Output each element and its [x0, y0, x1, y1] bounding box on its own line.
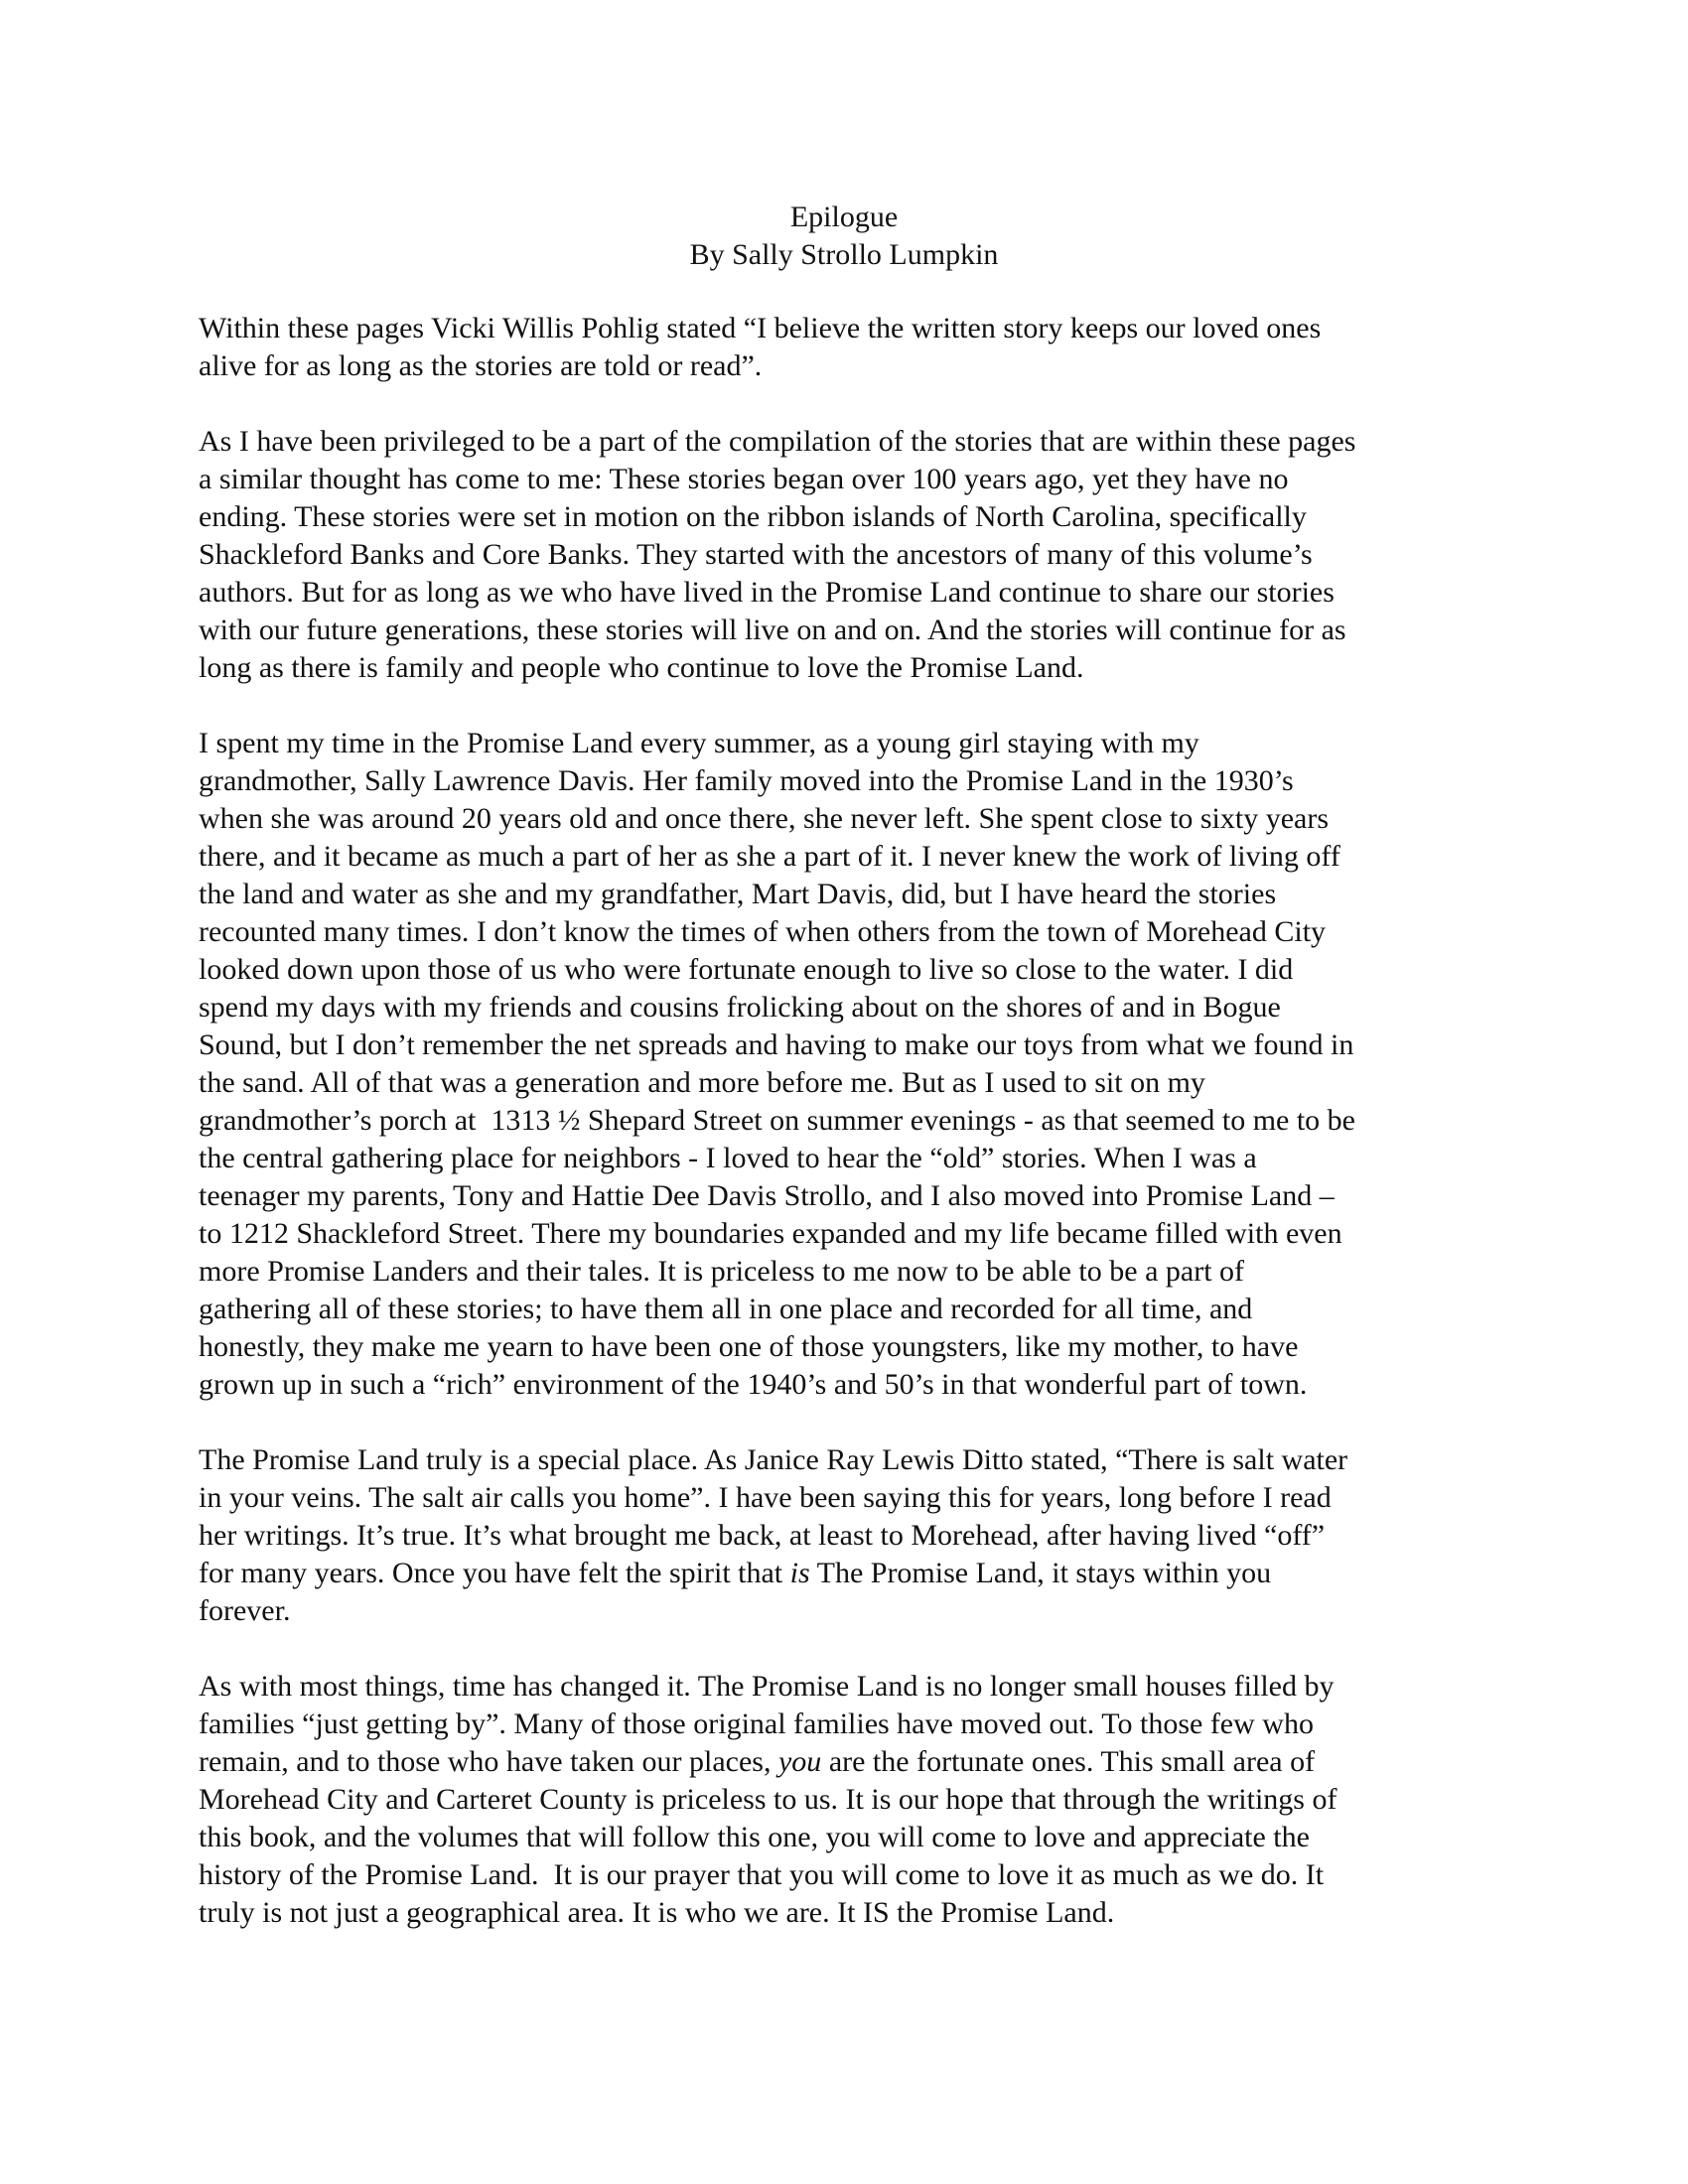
- line-text: alive for as long as the stories are told or read”.: [199, 349, 763, 382]
- title-block: [0, 199, 1688, 274]
- paragraph-line: [199, 1706, 1499, 1743]
- paragraph-line: [199, 1479, 1499, 1517]
- line-text: spend my days with my friends and cousins frolicking about on the shores of and in Bogue: [199, 991, 1281, 1024]
- emphasis-text: you: [777, 1745, 822, 1778]
- paragraph-line: [199, 1668, 1499, 1706]
- paragraph-line: [199, 612, 1499, 649]
- line-text: remain, and to those who have taken our places,: [199, 1745, 778, 1778]
- paragraph-line: [199, 310, 1499, 347]
- paragraph-line: [199, 1781, 1499, 1819]
- document-title: Epilogue: [789, 201, 899, 233]
- paragraph-line: [199, 913, 1499, 951]
- line-text: when she was around 20 years old and once there, she never left. She spent close to sixty years: [199, 802, 1329, 835]
- line-text: recounted many times. I don’t know the times of when others from the town of Morehead City: [199, 915, 1327, 948]
- paragraph-line: [199, 800, 1499, 838]
- line-text: Morehead City and Carteret County is priceless to us. It is our hope that through the writings of: [199, 1783, 1337, 1816]
- paragraph-line: [199, 1555, 1499, 1592]
- paragraph-line: [199, 1743, 1499, 1781]
- line-text: this book, and the volumes that will follow this one, you will come to love and appreciate the: [199, 1821, 1310, 1853]
- line-text: honestly, they make me yearn to have been one of those youngsters, like my mother, to have: [199, 1330, 1299, 1363]
- document-body: [199, 310, 1499, 1970]
- line-text: history of the Promise Land. It is our prayer that you will come to love it as much as we do. It: [199, 1858, 1325, 1891]
- paragraph-line: [199, 1140, 1499, 1177]
- line-text: a similar thought has come to me: These stories began over 100 years ago, yet they have no: [199, 463, 1289, 495]
- line-text: Within these pages Vicki Willis Pohlig stated “I believe the written story keeps our loved ones: [199, 312, 1322, 344]
- paragraph-line: [199, 1328, 1499, 1366]
- paragraph-line: [199, 1253, 1499, 1291]
- line-text: there, and it became as much a part of her as she a part of it. I never knew the work of living off: [199, 840, 1340, 873]
- line-text: more Promise Landers and their tales. It is priceless to me now to be able to be a part of: [199, 1255, 1245, 1288]
- paragraph-line: [199, 423, 1499, 461]
- paragraph-line: [199, 725, 1499, 762]
- line-text: in your veins. The salt air calls you home”. I have been saying this for years, long before I read: [199, 1481, 1332, 1514]
- paragraph-line: [199, 876, 1499, 913]
- line-text: Sound, but I don’t remember the net spreads and having to make our toys from what we found in: [199, 1028, 1354, 1061]
- line-text: As I have been privileged to be a part of the compilation of the stories that are within these pages: [199, 425, 1356, 458]
- line-text: I spent my time in the Promise Land every summer, as a young girl staying with my: [199, 727, 1199, 759]
- line-text: forever.: [199, 1594, 291, 1627]
- line-text: grandmother, Sally Lawrence Davis. Her family moved into the Promise Land in the 1930’s: [199, 764, 1294, 797]
- paragraph: [199, 725, 1499, 1404]
- line-text: long as there is family and people who continue to love the Promise Land.: [199, 651, 1084, 684]
- paragraph-line: [199, 1177, 1499, 1215]
- line-text: ending. These stories were set in motion on the ribbon islands of North Carolina, specifically: [199, 500, 1307, 533]
- paragraph-line: [199, 1894, 1499, 1932]
- line-text: the land and water as she and my grandfather, Mart Davis, did, but I have heard the stories: [199, 878, 1277, 910]
- line-text: her writings. It’s true. It’s what brought me back, at least to Morehead, after having lived “off”: [199, 1519, 1326, 1552]
- paragraph-line: [199, 649, 1499, 687]
- paragraph-line: [199, 498, 1499, 536]
- line-text: The Promise Land truly is a special place. As Janice Ray Lewis Ditto stated, “There is salt water: [199, 1443, 1348, 1476]
- paragraph: [199, 310, 1499, 385]
- line-text: Shackleford Banks and Core Banks. They started with the ancestors of many of this volume’s: [199, 538, 1313, 571]
- paragraph-line: [199, 1441, 1499, 1479]
- line-text: looked down upon those of us who were fortunate enough to live so close to the water. I did: [199, 953, 1294, 986]
- line-text: grandmother’s porch at 1313 ½ Shepard Street on summer evenings - as that seemed to me to be: [199, 1104, 1355, 1137]
- paragraph-line: [199, 1102, 1499, 1140]
- paragraph: [199, 1668, 1499, 1932]
- paragraph-line: [199, 1064, 1499, 1102]
- line-text: the central gathering place for neighbors - I loved to hear the “old” stories. When I was a: [199, 1142, 1257, 1174]
- paragraph-line: [199, 536, 1499, 574]
- paragraph-line: [199, 1026, 1499, 1064]
- line-text: to 1212 Shackleford Street. There my boundaries expanded and my life became filled with even: [199, 1217, 1342, 1250]
- line-text: The Promise Land, it stays within you: [809, 1557, 1272, 1589]
- paragraph-line: [199, 1291, 1499, 1328]
- line-text: teenager my parents, Tony and Hattie Dee Davis Strollo, and I also moved into Promise Land –: [199, 1179, 1335, 1212]
- line-text: families “just getting by”. Many of those original families have moved out. To those few who: [199, 1707, 1314, 1740]
- line-text: gathering all of these stories; to have them all in one place and recorded for all time, and: [199, 1293, 1253, 1325]
- paragraph-line: [199, 1819, 1499, 1856]
- paragraph-line: [199, 1215, 1499, 1253]
- paragraph-line: [199, 838, 1499, 876]
- line-text: grown up in such a “rich” environment of the 1940’s and 50’s in that wonderful part of town.: [199, 1368, 1308, 1401]
- line-text: the sand. All of that was a generation and more before me. But as I used to sit on my: [199, 1066, 1205, 1099]
- line-text: truly is not just a geographical area. It is who we are. It IS the Promise Land.: [199, 1896, 1115, 1929]
- line-text: As with most things, time has changed it. The Promise Land is no longer small houses filled by: [199, 1670, 1335, 1703]
- paragraph-line: [199, 1517, 1499, 1555]
- paragraph-line: [199, 762, 1499, 800]
- line-text: are the fortunate ones. This small area of: [821, 1745, 1316, 1778]
- line-text: authors. But for as long as we who have lived in the Promise Land continue to share our stories: [199, 576, 1335, 609]
- paragraph: [199, 1441, 1499, 1630]
- paragraph-line: [199, 989, 1499, 1026]
- document-byline: By Sally Strollo Lumpkin: [689, 238, 999, 271]
- paragraph-line: [199, 1366, 1499, 1404]
- line-text: with our future generations, these stories will live on and on. And the stories will continue for as: [199, 614, 1346, 646]
- paragraph: [199, 423, 1499, 687]
- emphasis-text: is: [789, 1557, 810, 1589]
- paragraph-line: [199, 1856, 1499, 1894]
- paragraph-line: [199, 347, 1499, 385]
- line-text: for many years. Once you have felt the spirit that: [199, 1557, 790, 1589]
- paragraph-line: [199, 1592, 1499, 1630]
- paragraph-line: [199, 461, 1499, 498]
- paragraph-line: [199, 574, 1499, 612]
- paragraph-line: [199, 951, 1499, 989]
